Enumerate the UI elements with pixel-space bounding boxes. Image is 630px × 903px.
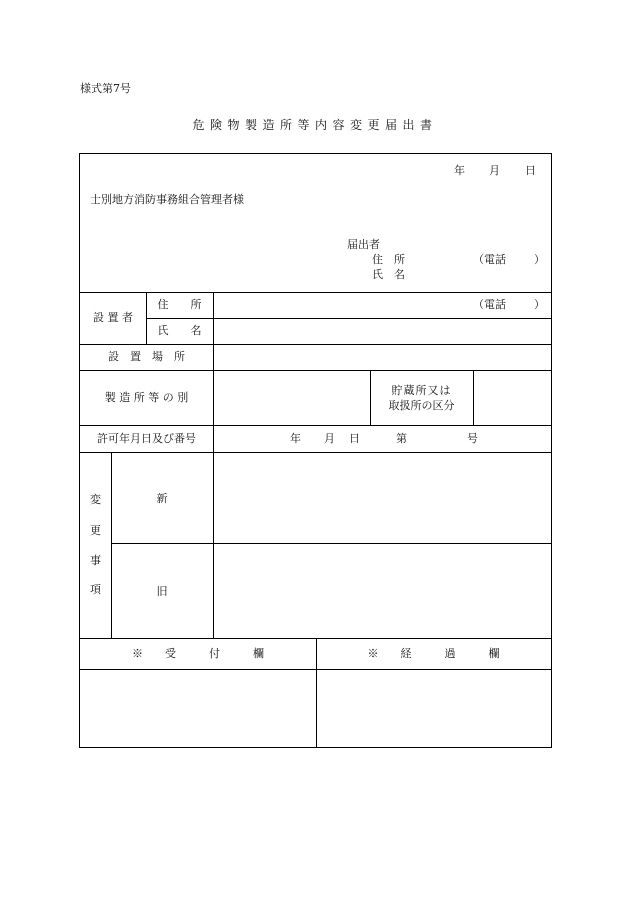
document-title: 危険物製造所等内容変更届出書 xyxy=(192,118,438,132)
facility-type-label: 製 造 所 等 の 別 xyxy=(104,391,189,404)
rule-storage-right xyxy=(473,370,474,425)
rule-label-column xyxy=(213,292,214,638)
permit-day: 日 xyxy=(349,432,360,445)
installation-place-label: 設 置 場 所 xyxy=(108,350,185,363)
change-label-char-4: 項 xyxy=(90,583,101,596)
rule-change-label xyxy=(111,452,112,638)
notifier-phone-close: ） xyxy=(534,253,545,266)
rule-new-old xyxy=(111,543,551,544)
installer-address-label: 住 所 xyxy=(157,298,202,311)
date-day: 日 xyxy=(525,164,536,177)
rule-installer-mid xyxy=(146,318,551,319)
permit-label: 許可年月日及び番号 xyxy=(97,432,196,445)
storage-label-line1: 貯蔵所又は xyxy=(391,384,452,397)
rule-header-bottom xyxy=(80,292,551,293)
change-label-char-2: 更 xyxy=(90,524,101,537)
notifier-address-label: 住 所 xyxy=(372,253,405,266)
notifier-label: 届出者 xyxy=(347,238,380,251)
progress-column-header: ※ 経 過 欄 xyxy=(367,647,500,660)
permit-year: 年 xyxy=(290,432,301,445)
change-old-label: 旧 xyxy=(156,585,168,598)
rule-place-bottom xyxy=(80,370,551,371)
notifier-phone-open: （電話 xyxy=(473,253,506,266)
form-table xyxy=(79,153,552,748)
change-new-label: 新 xyxy=(156,492,168,505)
rule-type-bottom xyxy=(80,425,551,426)
date-year: 年 xyxy=(454,164,465,177)
reception-column-header: ※ 受 付 欄 xyxy=(132,647,264,660)
installer-phone-open: （電話 xyxy=(473,298,506,311)
installer-name-label: 氏 名 xyxy=(157,324,202,337)
permit-month: 月 xyxy=(324,432,335,445)
installer-label: 設 置 者 xyxy=(93,311,133,324)
form-number: 様式第7号 xyxy=(80,82,131,95)
addressee: 士別地方消防事務組合管理者様 xyxy=(90,193,244,206)
change-label-char-3: 事 xyxy=(90,554,101,567)
storage-label-line2: 取扱所の区分 xyxy=(388,399,455,412)
rule-installer-bottom xyxy=(80,344,551,345)
permit-dai: 第 xyxy=(396,432,407,445)
installer-phone-close: ） xyxy=(534,298,545,311)
notifier-name-label: 氏 名 xyxy=(372,268,405,281)
rule-storage-left xyxy=(370,370,371,425)
date-month: 月 xyxy=(489,164,500,177)
permit-gou: 号 xyxy=(467,432,478,445)
rule-permit-bottom xyxy=(80,452,551,453)
change-label-char-1: 変 xyxy=(90,493,101,506)
